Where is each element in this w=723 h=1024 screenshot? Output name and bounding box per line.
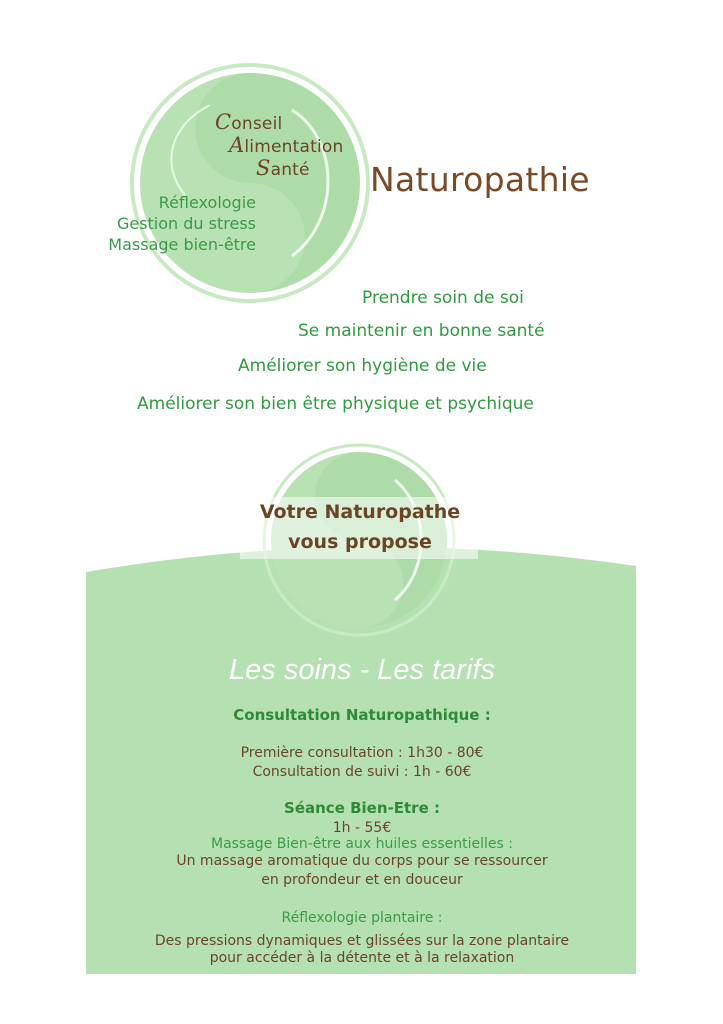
seance-price: 1h - 55€ — [332, 820, 392, 836]
consultation-title: Consultation Naturopathique : — [233, 706, 491, 724]
benefit-1: Prendre soin de soi — [362, 288, 524, 308]
reflexo-desc-2: pour accéder à la détente et à la relaxation — [209, 950, 515, 966]
brand-line-sante — [256, 156, 310, 180]
reflexo-title: Réflexologie plantaire : — [281, 910, 443, 926]
reflexo-desc-1: Des pressions dynamiques et glissées sur la zone plantaire — [154, 933, 570, 949]
benefit-2: Se maintenir en bonne santé — [298, 321, 545, 341]
consultation-first: Première consultation : 1h30 - 80€ — [240, 745, 484, 761]
service-massage: Massage bien-être — [108, 235, 256, 254]
brand-cap-c: C — [215, 110, 232, 134]
brand-line-alimentation — [229, 133, 343, 157]
page-title: Naturopathie — [370, 160, 590, 199]
tarifs-heading: Les soins - Les tarifs — [229, 654, 495, 686]
brand-rest-s: anté — [270, 160, 310, 180]
benefit-3: Améliorer son hygiène de vie — [238, 356, 487, 376]
service-reflexologie: Réflexologie — [158, 193, 256, 212]
brand-line-conseil — [215, 110, 282, 134]
brand-rest-a: limentation — [244, 137, 344, 157]
massage-title: Massage Bien-être aux huiles essentielles : — [210, 836, 514, 852]
brand-cap-s: S — [256, 156, 271, 180]
propose-line-2: vous propose — [288, 531, 432, 553]
service-stress: Gestion du stress — [116, 214, 256, 233]
massage-desc-2: en profondeur et en douceur — [261, 872, 463, 888]
massage-desc-1: Un massage aromatique du corps pour se ressourcer — [176, 853, 548, 869]
benefit-4: Améliorer son bien être physique et psychique — [137, 394, 534, 414]
logo-circle — [132, 65, 368, 301]
propose-line-1: Votre Naturopathe — [259, 501, 461, 523]
consultation-followup: Consultation de suivi : 1h - 60€ — [252, 764, 472, 780]
brand-rest-c: onseil — [231, 114, 283, 134]
seance-title: Séance Bien-Etre : — [284, 799, 440, 817]
brand-cap-a: A — [229, 133, 245, 157]
